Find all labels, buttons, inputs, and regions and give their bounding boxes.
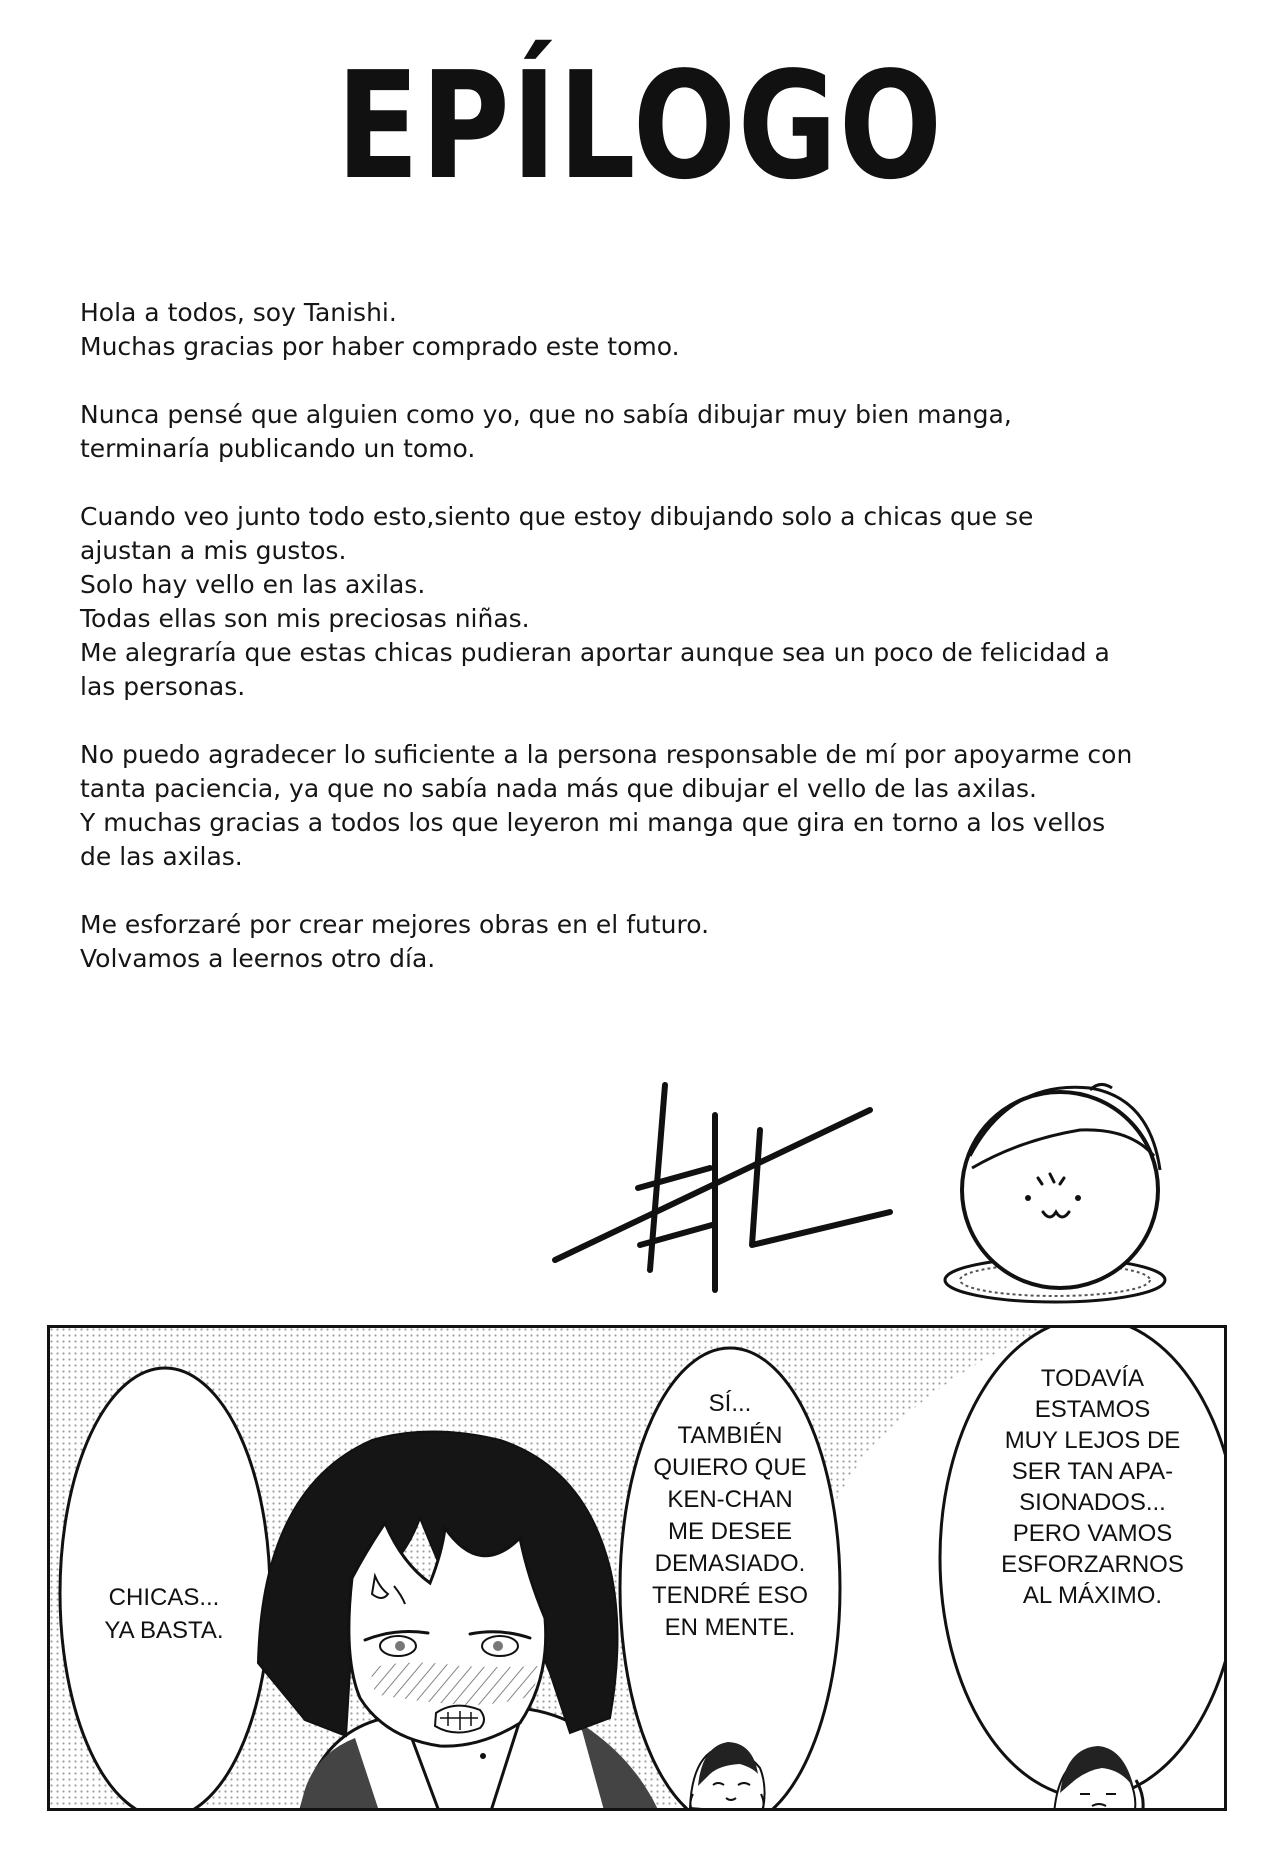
mascot-icon bbox=[940, 1060, 1180, 1310]
paragraph-line: Me esforzaré por crear mejores obras en el futuro. bbox=[80, 910, 710, 939]
paragraph bbox=[80, 296, 1200, 364]
bubble-line: ME DESEE bbox=[667, 1518, 793, 1545]
paragraph-line: Solo hay vello en las axilas. bbox=[80, 570, 426, 599]
paragraph-line: Muchas gracias por haber comprado este tomo. bbox=[80, 332, 680, 361]
paragraph-line: de las axilas. bbox=[80, 842, 243, 871]
bubble-line: DEMASIADO. bbox=[654, 1550, 806, 1577]
paragraph-line: ajustan a mis gustos. bbox=[80, 536, 347, 565]
speech-bubble-right bbox=[985, 1363, 1200, 1611]
bubble-line: TENDRÉ ESO bbox=[651, 1582, 809, 1609]
speech-bubble-middle bbox=[645, 1388, 815, 1644]
paragraph-line: Nunca pensé que alguien como yo, que no sabía dibujar muy bien manga, bbox=[80, 400, 1012, 429]
signature-area bbox=[540, 1060, 1260, 1310]
bubble-line: SER TAN APA- bbox=[1011, 1458, 1174, 1485]
bubble-line: EN MENTE. bbox=[664, 1614, 796, 1641]
bubble-line: QUIERO QUE bbox=[653, 1454, 807, 1481]
bubble-line: TODAVÍA bbox=[1040, 1365, 1145, 1392]
paragraph bbox=[80, 908, 1200, 976]
speech-bubble-left bbox=[74, 1581, 254, 1647]
bubble-line: KEN-CHAN bbox=[667, 1486, 793, 1513]
paragraph-line: Me alegraría que estas chicas pudieran aportar aunque sea un poco de felicidad a bbox=[80, 638, 1110, 667]
paragraph-line: tanta paciencia, ya que no sabía nada más que dibujar el vello de las axilas. bbox=[80, 774, 1037, 803]
paragraph-line: Cuando veo junto todo esto,siento que estoy dibujando solo a chicas que se bbox=[80, 502, 1034, 531]
paragraph bbox=[80, 738, 1200, 874]
paragraph bbox=[80, 500, 1200, 704]
bubble-line: AL MÁXIMO. bbox=[1022, 1582, 1163, 1609]
paragraph bbox=[80, 398, 1200, 466]
comic-panel bbox=[47, 1325, 1227, 1811]
paragraph-line: terminaría publicando un tomo. bbox=[80, 434, 476, 463]
letter-body bbox=[80, 296, 1200, 1010]
paragraph-line: Y muchas gracias a todos los que leyeron mi manga que gira en torno a los vellos bbox=[80, 808, 1106, 837]
paragraph-line: Todas ellas son mis preciosas niñas. bbox=[80, 604, 530, 633]
paragraph-line: No puedo agradecer lo suficiente a la persona responsable de mí por apoyarme con bbox=[80, 740, 1133, 769]
bubble-line: CHICAS... bbox=[108, 1584, 220, 1611]
paragraph-line: Hola a todos, soy Tanishi. bbox=[80, 298, 397, 327]
bubble-line: TAMBIÉN bbox=[677, 1422, 783, 1449]
bubble-line: YA BASTA. bbox=[104, 1617, 224, 1644]
bubble-line: MUY LEJOS DE bbox=[1004, 1427, 1181, 1454]
bubble-line: ESFORZARNOS bbox=[1001, 1551, 1184, 1578]
paragraph-line: Volvamos a leernos otro día. bbox=[80, 944, 436, 973]
bubble-line: SIONADOS... bbox=[1019, 1489, 1166, 1516]
bubble-line: PERO VAMOS bbox=[1012, 1520, 1173, 1547]
bubble-line: SÍ... bbox=[708, 1390, 752, 1417]
bubble-line: ESTAMOS bbox=[1034, 1396, 1151, 1423]
paragraph-line: las personas. bbox=[80, 672, 246, 701]
page-title: EPÍLOGO bbox=[336, 40, 944, 212]
